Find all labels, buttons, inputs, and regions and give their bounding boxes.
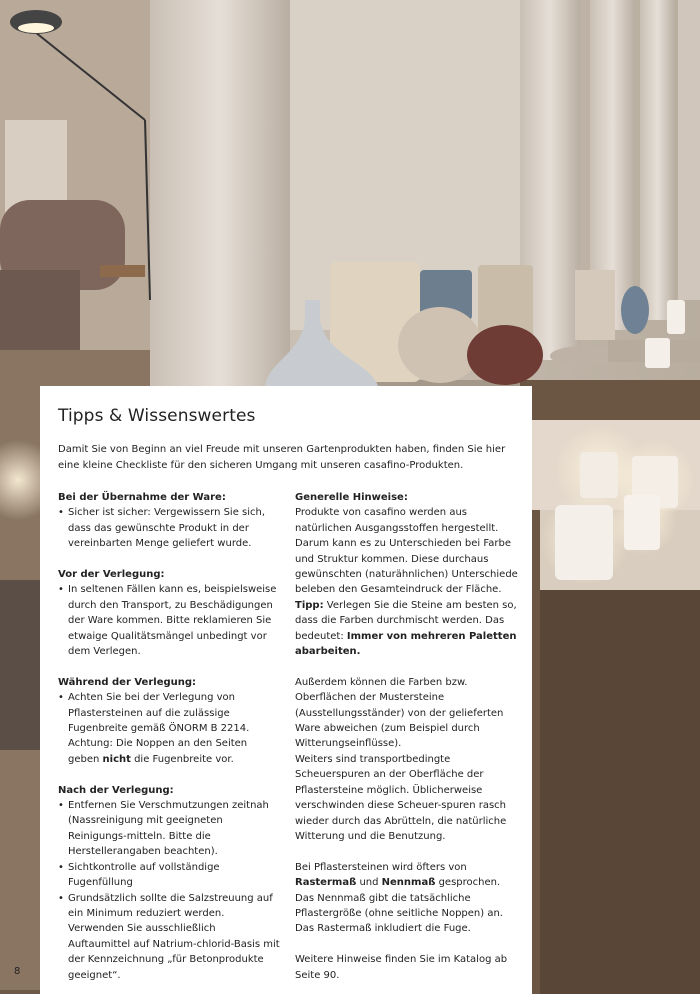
warning-emphasis: nicht	[102, 753, 131, 765]
warning-text: Die Noppen an den Seiten geben	[68, 738, 248, 765]
tip-text: Verlegen Sie die Steine am besten so, dass die Farben durchmischt werden. Das bedeutet:	[295, 599, 517, 642]
tips-panel	[40, 386, 532, 994]
dimension-paragraph	[295, 860, 520, 937]
warning-label: Achtung:	[68, 738, 113, 750]
warning-text-end: die Fugenbreite vor.	[130, 753, 234, 765]
section-heading: Bei der Übernahme der Ware:	[58, 492, 226, 503]
section-after-laying	[58, 783, 280, 983]
list-item: • Entfernen Sie Verschmutzungen zeitnah (Nassreinigung mit geeigneten Reinigungs-mitteln. Bitte die Herstellerangaben beachten).	[58, 798, 280, 860]
section-during-laying	[58, 675, 280, 767]
list-item-text: Achten Sie bei der Verlegung von Pflastersteinen auf die zulässige Fugenbreite gemäß ÖNORM B 2214.	[68, 692, 250, 735]
section-heading: Nach der Verlegung:	[58, 784, 174, 796]
page-title: Tipps & Wissenswertes	[58, 406, 256, 426]
section-before-laying	[58, 567, 280, 659]
term-rastermass: Rastermaß	[295, 877, 357, 889]
general-paragraph: Produkte von casafino werden aus natürlichen Ausgangsstoffen hergestellt. Darum kann es zu Unterschieden bei Farbe und Struktur kommen. Diese durchaus gewünschten (naturähnlichen) Unterschiede beleben den Gesamteindruck der Fläche.	[295, 507, 518, 596]
catalog-reference: Weitere Hinweise finden Sie im Katalog ab Seite 90.	[295, 954, 508, 981]
intro-paragraph: Damit Sie von Beginn an viel Freude mit unseren Gartenprodukten haben, finden Sie hier eine kleine Checkliste für den sicheren Umgang mit unseren casafino-Produkten.	[58, 444, 506, 471]
dimension-text: und	[356, 877, 382, 889]
section-heading: Vor der Verlegung:	[58, 569, 165, 581]
color-paragraph: Außerdem können die Farben bzw. Oberflächen der Mustersteine (Ausstellungsständer) von der gelieferten Ware abweichen (zum Beispiel durch Witterungseinflüsse).	[295, 676, 504, 750]
list-item: • Grundsätzlich sollte die Salzstreuung auf ein Minimum reduziert werden. Verwenden Sie ausschließlich Auftaumittel auf Natrium-chlorid-Basis mit der Kennzeichnung „für Betonprodukte geeignet“.	[58, 891, 280, 983]
tip-paragraph	[295, 598, 520, 660]
dimension-text: Das Rastermaß inkludiert die Fuge.	[295, 923, 471, 935]
term-nennmass: Nennmaß	[381, 877, 436, 889]
right-column	[295, 490, 520, 983]
dimension-text: gesprochen. Das Nennmaß gibt die tatsächliche Pflastergröße (ohne seitliche Noppen) an.	[295, 877, 503, 919]
tip-label: Tipp:	[295, 599, 324, 611]
left-column	[58, 490, 280, 998]
section-heading: Während der Verlegung:	[58, 676, 197, 688]
page-number: 8	[14, 966, 21, 977]
section-handover	[58, 490, 280, 552]
dimension-text: Bei Pflastersteinen wird öfters von	[295, 861, 467, 873]
list-item	[58, 690, 280, 767]
tip-emphasis: Immer von mehreren Paletten abarbeiten.	[295, 630, 517, 658]
list-item: • Sicher ist sicher: Vergewissern Sie sich, dass das gewünschte Produkt in der vereinbarten Menge geliefert wurde.	[58, 505, 280, 551]
list-item: • Sichtkontrolle auf vollständige Fugenfüllung	[58, 860, 280, 891]
scuff-paragraph: Weiters sind transportbedingte Scheuerspuren an der Oberfläche der Pflastersteine möglich. Üblicherweise verschwinden diese Scheuer-spuren rasch wieder durch das Abrütteln, die natürliche Witterung und die Benutzung.	[295, 753, 507, 842]
list-item: • In seltenen Fällen kann es, beispielsweise durch den Transport, zu Beschädigungen der Ware kommen. Bitte reklamieren Sie etwaige Qualitätsmängel unbedingt vor dem Verlegen.	[58, 582, 280, 659]
section-heading: Generelle Hinweise:	[295, 492, 408, 503]
